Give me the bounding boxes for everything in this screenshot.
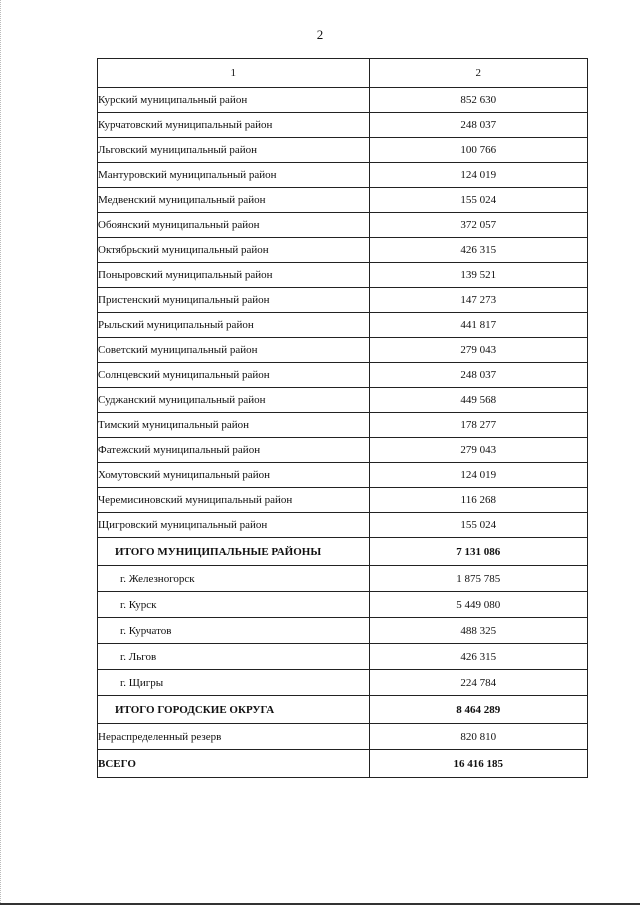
row-label: ИТОГО ГОРОДСКИЕ ОКРУГА <box>98 696 370 724</box>
row-value: 1 875 785 <box>369 566 587 592</box>
table-row <box>98 363 588 388</box>
table-row <box>98 413 588 438</box>
table-row <box>98 670 588 696</box>
row-label: ВСЕГО <box>98 750 370 778</box>
row-label: Пристенский муниципальный район <box>98 288 370 313</box>
row-value: 852 630 <box>369 88 587 113</box>
row-value: 100 766 <box>369 138 587 163</box>
table-row <box>98 488 588 513</box>
row-value: 8 464 289 <box>369 696 587 724</box>
table-row <box>98 288 588 313</box>
budget-table <box>97 58 588 778</box>
row-label: г. Курчатов <box>98 618 370 644</box>
row-value: 441 817 <box>369 313 587 338</box>
row-value: 426 315 <box>369 644 587 670</box>
row-value: 248 037 <box>369 113 587 138</box>
row-label: Мантуровский муниципальный район <box>98 163 370 188</box>
table-row <box>98 644 588 670</box>
table-row <box>98 338 588 363</box>
column-header-2: 2 <box>369 59 587 88</box>
row-value: 5 449 080 <box>369 592 587 618</box>
table-row <box>98 388 588 413</box>
table-row <box>98 463 588 488</box>
page-number: 2 <box>316 27 324 42</box>
page-edge-marks <box>0 0 5 905</box>
table-row <box>98 618 588 644</box>
table-row <box>98 313 588 338</box>
row-value: 488 325 <box>369 618 587 644</box>
table-row <box>98 188 588 213</box>
row-value: 224 784 <box>369 670 587 696</box>
row-label: Курский муниципальный район <box>98 88 370 113</box>
table-row <box>98 88 588 113</box>
row-label: Черемисиновский муниципальный район <box>98 488 370 513</box>
row-label: Медвенский муниципальный район <box>98 188 370 213</box>
row-value: 449 568 <box>369 388 587 413</box>
row-label: Поныровский муниципальный район <box>98 263 370 288</box>
row-value: 124 019 <box>369 163 587 188</box>
row-label: г. Курск <box>98 592 370 618</box>
row-value: 155 024 <box>369 188 587 213</box>
row-label: г. Железногорск <box>98 566 370 592</box>
table-row <box>98 238 588 263</box>
row-label: Солнцевский муниципальный район <box>98 363 370 388</box>
row-label: Щигровский муниципальный район <box>98 513 370 538</box>
table-row <box>98 263 588 288</box>
row-label: Нераспределенный резерв <box>98 724 370 750</box>
row-value: 248 037 <box>369 363 587 388</box>
table-row <box>98 138 588 163</box>
row-label: г. Льгов <box>98 644 370 670</box>
table-row <box>98 213 588 238</box>
row-label: Октябрьский муниципальный район <box>98 238 370 263</box>
row-label: Хомутовский муниципальный район <box>98 463 370 488</box>
row-label: Суджанский муниципальный район <box>98 388 370 413</box>
row-label: г. Щигры <box>98 670 370 696</box>
row-value: 16 416 185 <box>369 750 587 778</box>
row-value: 147 273 <box>369 288 587 313</box>
row-value: 7 131 086 <box>369 538 587 566</box>
table-row <box>98 163 588 188</box>
row-label: Курчатовский муниципальный район <box>98 113 370 138</box>
row-value: 279 043 <box>369 338 587 363</box>
table-header-row <box>98 59 588 88</box>
table-row <box>98 566 588 592</box>
row-value: 372 057 <box>369 213 587 238</box>
grand-total-row <box>98 750 588 778</box>
row-value: 155 024 <box>369 513 587 538</box>
row-label: Тимский муниципальный район <box>98 413 370 438</box>
table-row <box>98 438 588 463</box>
reserve-row <box>98 724 588 750</box>
row-value: 116 268 <box>369 488 587 513</box>
table-row <box>98 513 588 538</box>
table-body <box>98 88 588 778</box>
table-row <box>98 592 588 618</box>
column-header-1: 1 <box>98 59 370 88</box>
row-value: 139 521 <box>369 263 587 288</box>
row-value: 124 019 <box>369 463 587 488</box>
total-cities-row <box>98 696 588 724</box>
row-label: Обоянский муниципальный район <box>98 213 370 238</box>
row-value: 178 277 <box>369 413 587 438</box>
row-value: 426 315 <box>369 238 587 263</box>
row-label: Фатежский муниципальный район <box>98 438 370 463</box>
row-label: Рыльский муниципальный район <box>98 313 370 338</box>
row-label: Льговский муниципальный район <box>98 138 370 163</box>
row-label: ИТОГО МУНИЦИПАЛЬНЫЕ РАЙОНЫ <box>98 538 370 566</box>
row-value: 279 043 <box>369 438 587 463</box>
row-label: Советский муниципальный район <box>98 338 370 363</box>
row-value: 820 810 <box>369 724 587 750</box>
table-row <box>98 113 588 138</box>
total-districts-row <box>98 538 588 566</box>
